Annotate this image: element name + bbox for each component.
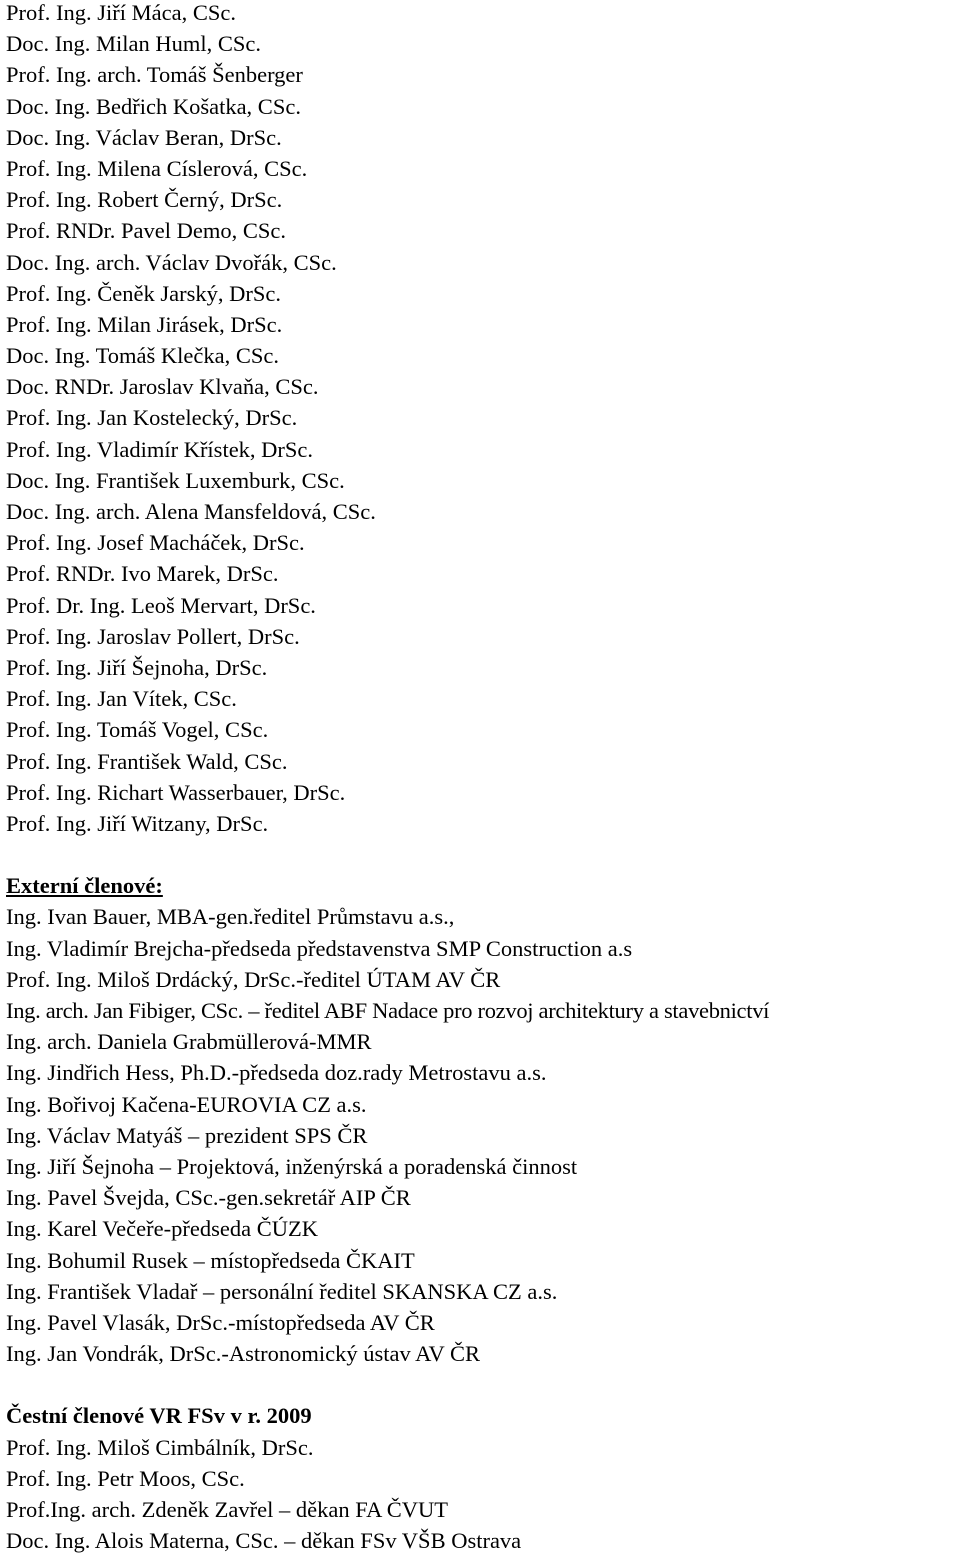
member-line: Prof. Ing. Jiří Šejnoha, DrSc.: [6, 654, 268, 680]
external-member-line: Ing. Bohumil Rusek – místopředseda ČKAIT: [6, 1247, 415, 1273]
member-line: Prof. Ing. Jiří Witzany, DrSc.: [6, 810, 269, 836]
external-member-line: Ing. František Vladař – personální ředitel SKANSKA CZ a.s.: [6, 1278, 558, 1304]
member-line: Prof. Ing. Jiří Máca, CSc.: [6, 0, 236, 25]
member-line: Prof. Ing. Tomáš Vogel, CSc.: [6, 717, 269, 743]
member-line: Prof. RNDr. Ivo Marek, DrSc.: [6, 561, 279, 587]
honorary-member-line: Prof. Ing. Miloš Cimbálník, DrSc.: [6, 1434, 314, 1460]
member-line: Prof. Ing. Jan Kostelecký, DrSc.: [6, 405, 298, 431]
member-line: Prof. Ing. František Wald, CSc.: [6, 748, 288, 774]
external-member-line: Ing. Karel Večeře-předseda ČÚZK: [6, 1216, 318, 1242]
member-line: Doc. Ing. Bedřich Košatka, CSc.: [6, 93, 301, 119]
section-spacer: [6, 1369, 960, 1400]
member-line: Prof. Ing. Vladimír Křístek, DrSc.: [6, 436, 314, 462]
member-line: Doc. Ing. Tomáš Klečka, CSc.: [6, 343, 279, 369]
member-line: Prof. Ing. Jan Vítek, CSc.: [6, 686, 237, 712]
external-member-line: Ing. Pavel Švejda, CSc.-gen.sekretář AIP ČR: [6, 1185, 411, 1211]
document-page: [6, 0, 960, 1556]
external-members-heading: Externí členové:: [6, 873, 163, 899]
external-member-line: Ing. Ivan Bauer, MBA-gen.ředitel Průmstavu a.s.,: [6, 904, 455, 930]
member-line: Prof. Dr. Ing. Leoš Mervart, DrSc.: [6, 592, 316, 618]
member-line: Prof. Ing. arch. Tomáš Šenberger: [6, 62, 303, 88]
external-members-section: [6, 870, 960, 1369]
member-line: Prof. Ing. Josef Macháček, DrSc.: [6, 530, 305, 556]
member-line: Prof. RNDr. Pavel Demo, CSc.: [6, 218, 286, 244]
member-line: Prof. Ing. Jaroslav Pollert, DrSc.: [6, 623, 300, 649]
internal-members-list: [6, 0, 960, 839]
external-member-line: Ing. Jiří Šejnoha – Projektová, inženýrská a poradenská činnost: [6, 1153, 578, 1179]
external-member-line: Ing. Vladimír Brejcha-předseda představenstva SMP Construction a.s: [6, 935, 633, 961]
member-line: Doc. Ing. Václav Beran, DrSc.: [6, 124, 282, 150]
external-member-line: Ing. Jan Vondrák, DrSc.-Astronomický ústav AV ČR: [6, 1341, 480, 1367]
honorary-member-line: Prof.Ing. arch. Zdeněk Zavřel – děkan FA ČVUT: [6, 1497, 448, 1522]
member-line: Doc. Ing. Milan Huml, CSc.: [6, 31, 261, 57]
external-member-line: Ing. arch. Daniela Grabmüllerová-MMR: [6, 1029, 372, 1055]
member-line: Doc. RNDr. Jaroslav Klvaňa, CSc.: [6, 374, 319, 400]
honorary-members-heading: Čestní členové VR FSv v r. 2009: [6, 1403, 312, 1429]
member-line: Prof. Ing. Robert Černý, DrSc.: [6, 187, 283, 213]
member-line: Prof. Ing. Milena Císlerová, CSc.: [6, 155, 308, 181]
external-member-line: Prof. Ing. Miloš Drdácký, DrSc.-ředitel ÚTAM AV ČR: [6, 966, 501, 992]
external-member-line: Ing. Bořivoj Kačena-EUROVIA CZ a.s.: [6, 1091, 367, 1117]
member-line: Doc. Ing. arch. Václav Dvořák, CSc.: [6, 249, 337, 275]
member-line: Prof. Ing. Čeněk Jarský, DrSc.: [6, 280, 281, 306]
member-line: Prof. Ing. Milan Jirásek, DrSc.: [6, 311, 283, 337]
member-line: Doc. Ing. František Luxemburk, CSc.: [6, 467, 345, 493]
member-line: Doc. Ing. arch. Alena Mansfeldová, CSc.: [6, 499, 376, 524]
honorary-members-section: [6, 1400, 960, 1556]
external-member-line: Ing. Václav Matyáš – prezident SPS ČR: [6, 1122, 368, 1148]
external-member-line: Ing. Jindřich Hess, Ph.D.-předseda doz.rady Metrostavu a.s.: [6, 1060, 547, 1086]
external-member-line: Ing. arch. Jan Fibiger, CSc. – ředitel ABF Nadace pro rozvoj architektury a stavebnictví: [6, 998, 770, 1023]
external-member-line: Ing. Pavel Vlasák, DrSc.-místopředseda AV ČR: [6, 1309, 435, 1335]
member-line: Prof. Ing. Richart Wasserbauer, DrSc.: [6, 779, 346, 805]
honorary-member-line: Doc. Ing. Alois Materna, CSc. – děkan FSv VŠB Ostrava: [6, 1528, 522, 1554]
section-spacer: [6, 839, 960, 870]
honorary-member-line: Prof. Ing. Petr Moos, CSc.: [6, 1465, 245, 1491]
